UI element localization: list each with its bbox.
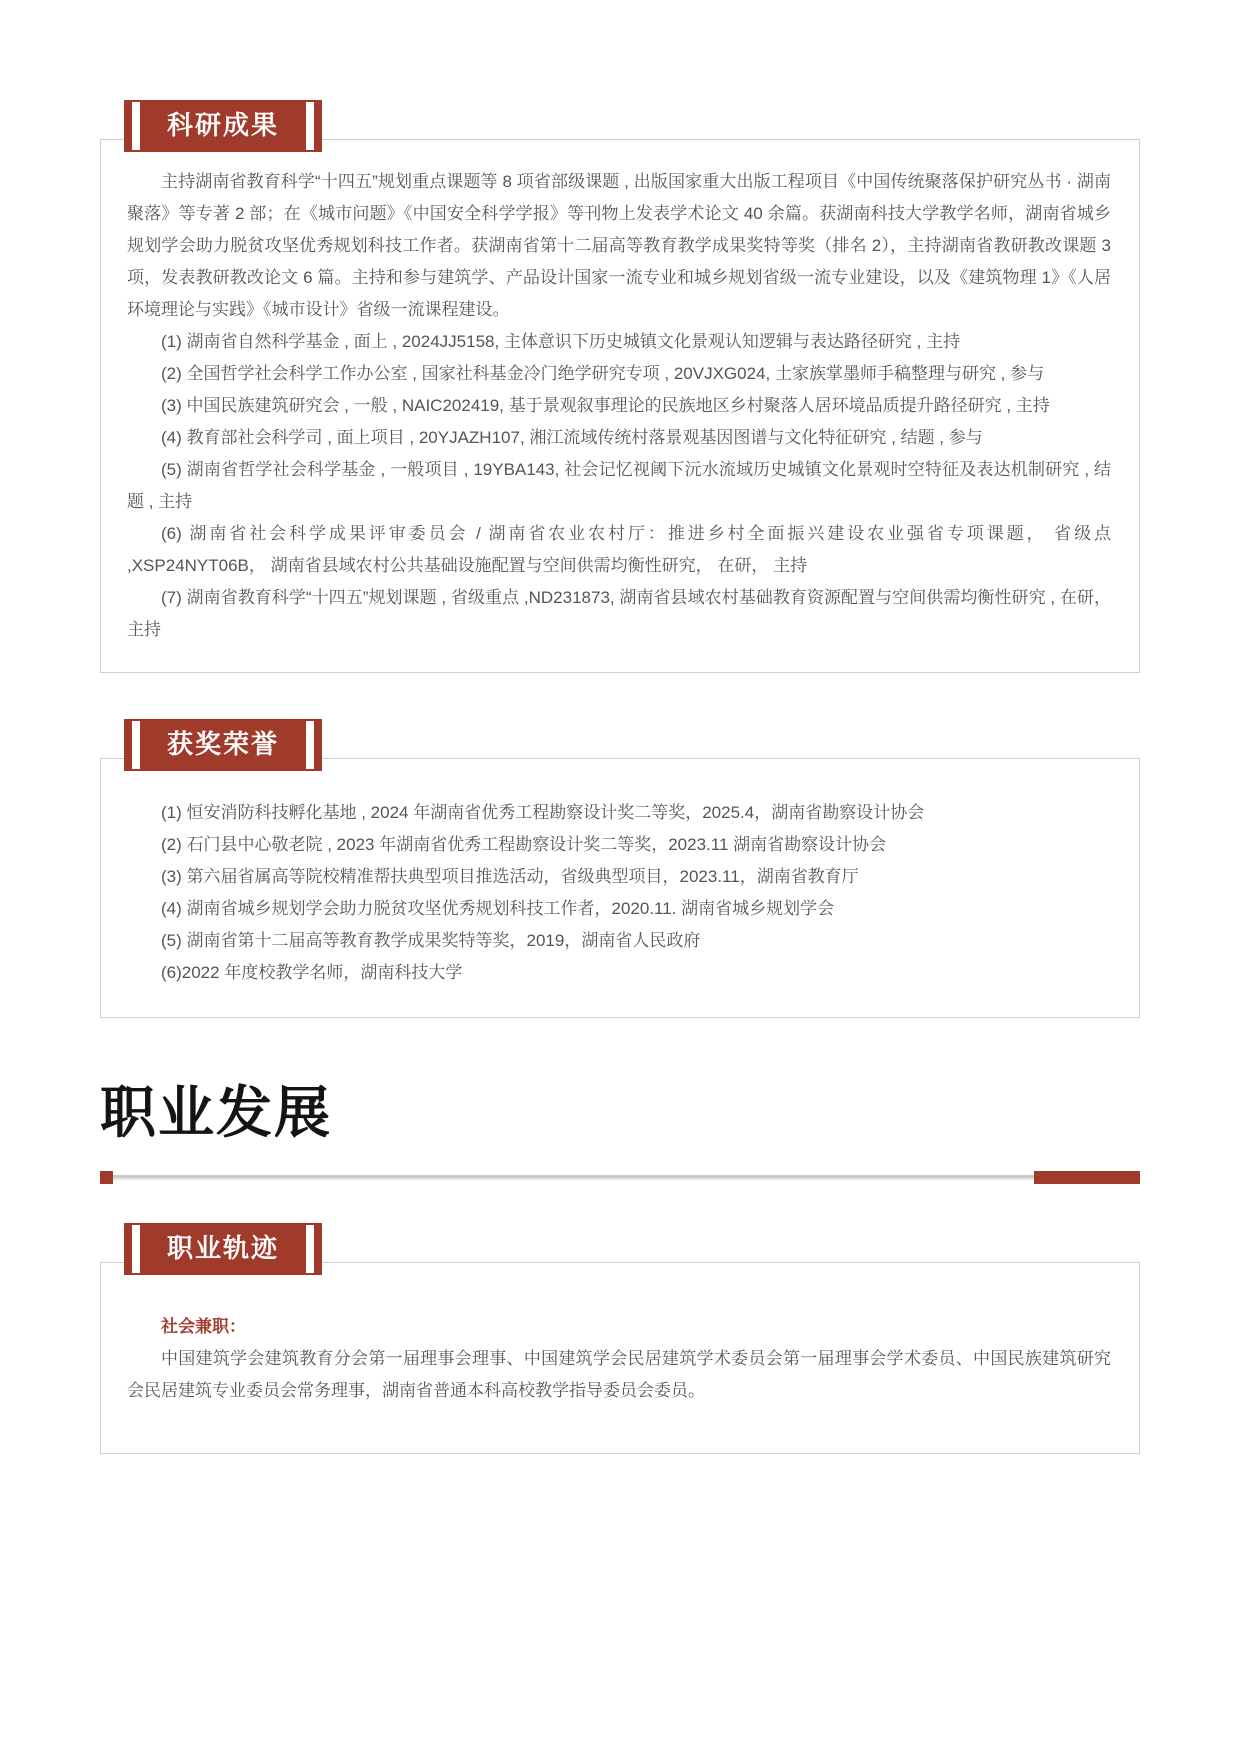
award-item: (5) 湖南省第十二届高等教育教学成果奖特等奖，2019，湖南省人民政府 bbox=[161, 931, 701, 950]
career-track-badge-label: 职业轨迹 bbox=[167, 1232, 280, 1263]
research-item: (3) 中国民族建筑研究会 , 一般 , NAIC202419, 基于景观叙事理论的民族地区乡村聚落人居环境品质提升路径研究 , 主持 bbox=[161, 396, 1050, 415]
awards-badge bbox=[124, 719, 322, 771]
awards-badge-label: 获奖荣誉 bbox=[167, 729, 280, 759]
research-item: (6) 湖南省社会科学成果评审委员会 / 湖南省农业农村厅：推进乡村全面振兴建设农业强省专项课题， 省级点 ,XSP24NYT06B， 湖南省县域农村公共基础设施配置与空间供需均衡性研究， 在研， 主持 bbox=[127, 524, 1111, 575]
award-item: (3) 第六届省属高等院校精准帮扶典型项目推选活动，省级典型项目，2023.11，湖南省教育厅 bbox=[161, 867, 859, 886]
research-badge-label: 科研成果 bbox=[167, 110, 280, 140]
document-page bbox=[100, 0, 1140, 1454]
research-badge bbox=[124, 100, 322, 152]
research-item: (4) 教育部社会科学司 , 面上项目 , 20YJAZH107, 湘江流域传统村落景观基因图谱与文化特征研究 , 结题 , 参与 bbox=[161, 428, 983, 447]
career-track-badge bbox=[124, 1223, 322, 1275]
research-item: (2) 全国哲学社会科学工作办公室 , 国家社科基金冷门绝学研究专项 , 20VJXG024, 土家族掌墨师手稿整理与研究 , 参与 bbox=[161, 364, 1045, 383]
research-item: (1) 湖南省自然科学基金 , 面上 , 2024JJ5158, 主体意识下历史城镇文化景观认知逻辑与表达路径研究 , 主持 bbox=[161, 332, 961, 351]
research-intro: 主持湖南省教育科学“十四五”规划重点课题等 8 项省部级课题 , 出版国家重大出版工程项目《中国传统聚落保护研究丛书 · 湖南聚落》等专著 2 部；在《城市问题》《中国安全科学学报》等刊物上发表学术论文 40 余篇。获湖南科技大学教学名师，湖南省城乡规划学会助力脱贫攻坚优秀规划科技工作者。获湖南省第十二届高等教育教学成果奖特等奖（排名 2），主持湖南省教研教改课题 3 项，发表教研教改论文 6 篇。主持和参与建筑学、产品设计国家一流专业和城乡规划省级一流专业建设，以及《建筑物理 1》《人居环境理论与实践》《城市设计》省级一流课程建设。 bbox=[127, 172, 1111, 319]
research-item: (7) 湖南省教育科学“十四五”规划课题 , 省级重点 ,ND231873, 湖南省县域农村基础教育资源配置与空间供需均衡性研究 , 在研， 主持 bbox=[127, 588, 1111, 639]
awards-box bbox=[100, 758, 1140, 1018]
award-item: (4) 湖南省城乡规划学会助力脱贫攻坚优秀规划科技工作者，2020.11. 湖南省城乡规划学会 bbox=[161, 899, 835, 918]
divider-line bbox=[100, 1175, 1140, 1178]
research-box bbox=[100, 139, 1140, 673]
social-posts-text: 中国建筑学会建筑教育分会第一届理事会理事、中国建筑学会民居建筑学术委员会第一届理事会学术委员、中国民族建筑研究会民居建筑专业委员会常务理事，湖南省普通本科高校教学指导委员会委员。 bbox=[127, 1348, 1111, 1400]
research-item: (5) 湖南省哲学社会科学基金 , 一般项目 , 19YBA143, 社会记忆视阈下沅水流域历史城镇文化景观时空特征及表达机制研究 , 结题 , 主持 bbox=[127, 460, 1111, 511]
section-divider bbox=[100, 1170, 1140, 1185]
divider-right-bar bbox=[1034, 1171, 1140, 1184]
career-track-box bbox=[100, 1262, 1140, 1454]
research-section bbox=[100, 100, 1140, 673]
career-heading: 职业发展 bbox=[100, 1081, 332, 1144]
award-item: (2) 石门县中心敬老院 , 2023 年湖南省优秀工程勘察设计奖二等奖，2023.11 湖南省勘察设计协会 bbox=[161, 835, 887, 854]
awards-section bbox=[100, 719, 1140, 1018]
career-track-section bbox=[100, 1223, 1140, 1454]
divider-left-square bbox=[100, 1171, 113, 1184]
award-item: (6)2022 年度校教学名师，湖南科技大学 bbox=[161, 963, 463, 982]
social-posts-label: 社会兼职： bbox=[161, 1316, 246, 1336]
award-item: (1) 恒安消防科技孵化基地 , 2024 年湖南省优秀工程勘察设计奖二等奖，2025.4，湖南省勘察设计协会 bbox=[161, 803, 925, 822]
